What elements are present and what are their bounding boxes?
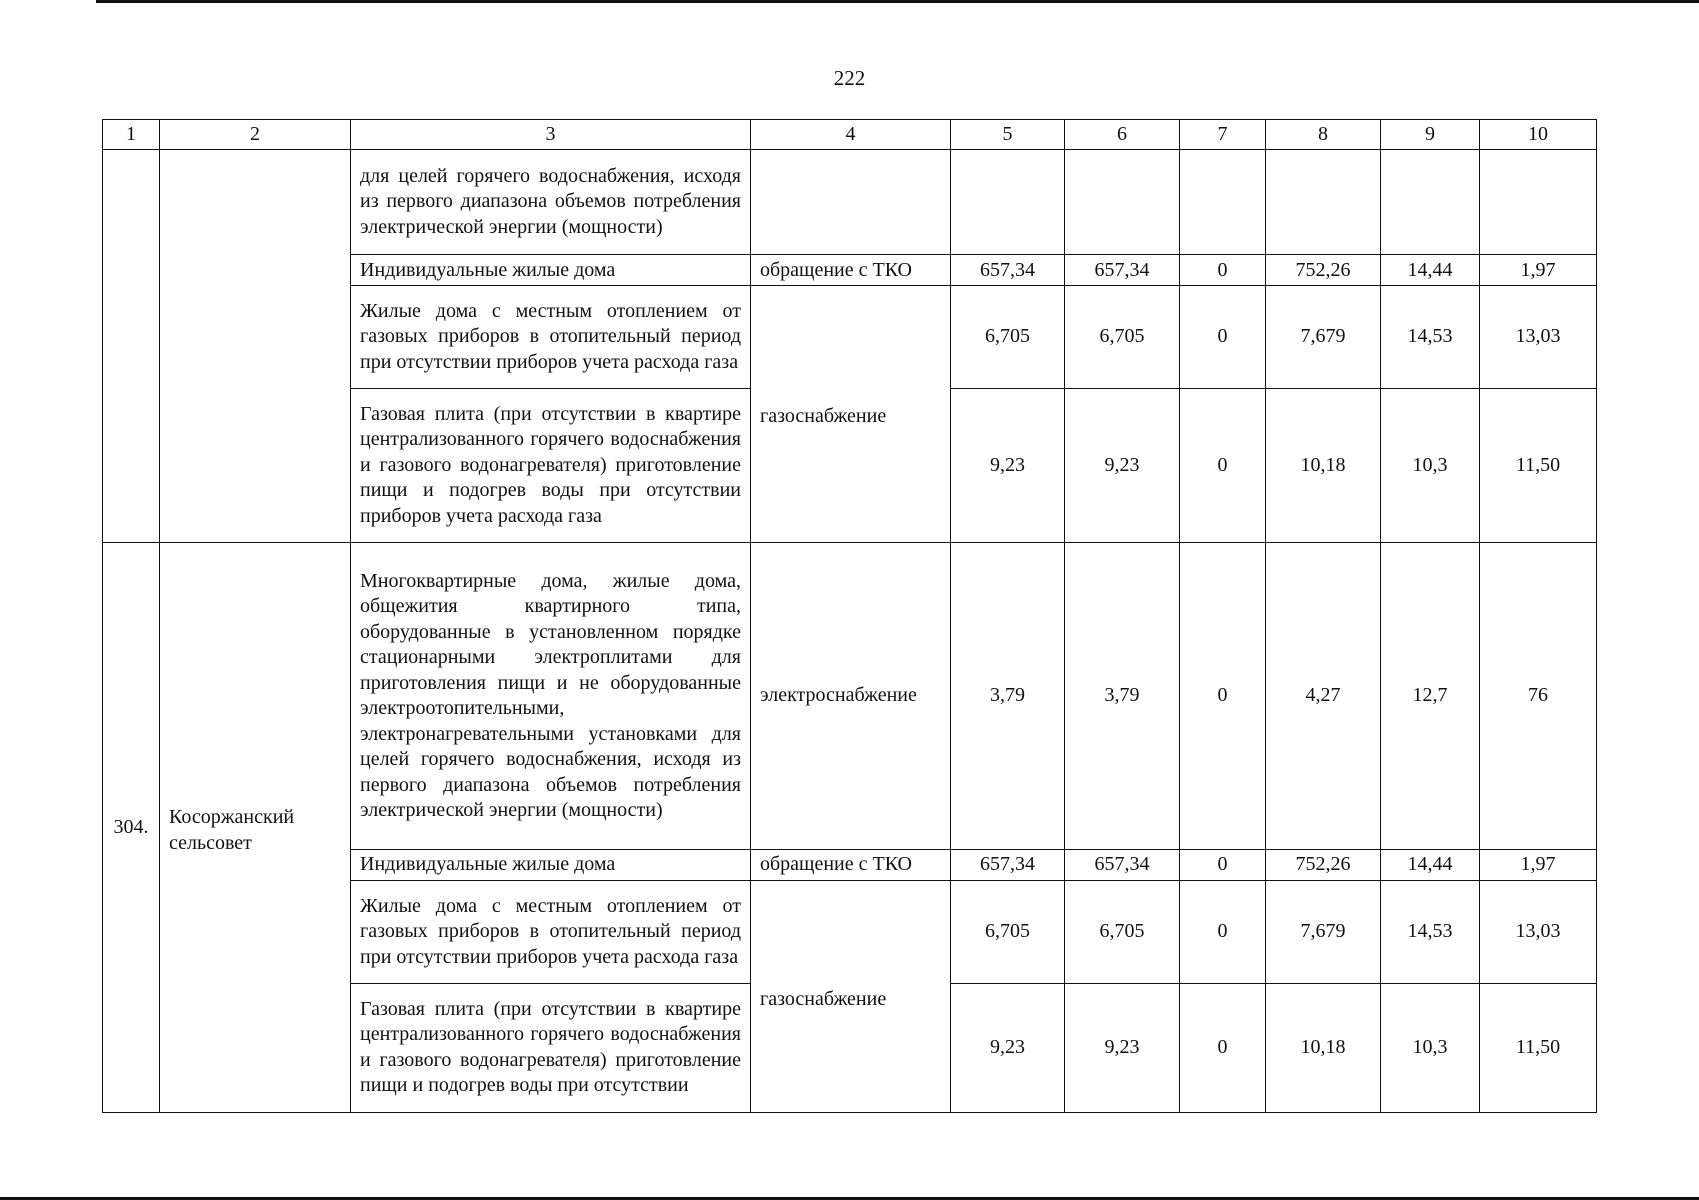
service-cell: обращение с ТКО xyxy=(751,850,951,881)
value-cell: 657,34 xyxy=(951,850,1065,881)
value-cell: 0 xyxy=(1180,286,1266,388)
value-cell: 10,3 xyxy=(1381,388,1480,542)
value-cell: 10,3 xyxy=(1381,983,1480,1112)
value-cell: 10,18 xyxy=(1266,983,1381,1112)
service-cell xyxy=(751,150,951,255)
index-cell: 304. xyxy=(103,543,160,1113)
settlement-cell: Косоржанский сельсовет xyxy=(160,543,351,1113)
value-cell: 14,53 xyxy=(1381,286,1480,388)
value-cell: 6,705 xyxy=(1065,881,1180,983)
value-cell: 14,44 xyxy=(1381,255,1480,286)
value-cell: 9,23 xyxy=(1065,388,1180,542)
value-cell: 10,18 xyxy=(1266,388,1381,542)
description-cell: Многоквартирные дома, жилые дома, общежития квартирного типа, оборудованные в установленном порядке стационарными электроплитами для приготовления пищи и не оборудованные электроотопительными, электронагревательными установками для целей горячего водоснабжения, исходя из первого диапазона объемов потребления электрической энергии (мощности) xyxy=(351,543,751,850)
value-cell xyxy=(1480,150,1597,255)
column-header: 6 xyxy=(1065,120,1180,150)
value-cell: 14,53 xyxy=(1381,881,1480,983)
value-cell: 13,03 xyxy=(1480,881,1597,983)
value-cell: 6,705 xyxy=(951,286,1065,388)
table-row xyxy=(103,150,1597,255)
value-cell: 76 xyxy=(1480,543,1597,850)
description-cell: Газовая плита (при отсутствии в квартире централизованного горячего водоснабжения и газового водонагревателя) приготовление пищи и подогрев воды при отсутствии xyxy=(351,983,751,1112)
value-cell: 657,34 xyxy=(1065,850,1180,881)
value-cell: 0 xyxy=(1180,850,1266,881)
value-cell: 13,03 xyxy=(1480,286,1597,388)
value-cell: 752,26 xyxy=(1266,255,1381,286)
value-cell: 657,34 xyxy=(951,255,1065,286)
description-cell: Индивидуальные жилые дома xyxy=(351,255,751,286)
value-cell: 657,34 xyxy=(1065,255,1180,286)
value-cell: 3,79 xyxy=(1065,543,1180,850)
value-cell: 0 xyxy=(1180,388,1266,542)
value-cell: 0 xyxy=(1180,983,1266,1112)
column-header: 1 xyxy=(103,120,160,150)
header-row xyxy=(103,120,1597,150)
tariff-table xyxy=(102,119,1597,1113)
value-cell: 14,44 xyxy=(1381,850,1480,881)
value-cell: 6,705 xyxy=(951,881,1065,983)
value-cell: 11,50 xyxy=(1480,983,1597,1112)
service-cell: газоснабжение xyxy=(751,881,951,1113)
value-cell: 0 xyxy=(1180,881,1266,983)
column-header: 2 xyxy=(160,120,351,150)
value-cell xyxy=(951,150,1065,255)
value-cell: 12,7 xyxy=(1381,543,1480,850)
description-cell: для целей горячего водоснабжения, исходя из первого диапазона объемов потребления электрической энергии (мощности) xyxy=(351,150,751,255)
value-cell: 6,705 xyxy=(1065,286,1180,388)
value-cell: 9,23 xyxy=(951,983,1065,1112)
value-cell: 9,23 xyxy=(951,388,1065,542)
value-cell: 0 xyxy=(1180,543,1266,850)
column-header: 5 xyxy=(951,120,1065,150)
value-cell: 4,27 xyxy=(1266,543,1381,850)
page-number: 222 xyxy=(833,66,866,90)
column-header: 8 xyxy=(1266,120,1381,150)
value-cell xyxy=(1065,150,1180,255)
index-cell xyxy=(103,150,160,543)
value-cell: 1,97 xyxy=(1480,850,1597,881)
description-cell: Жилые дома с местным отоплением от газовых приборов в отопительный период при отсутствии приборов учета расхода газа xyxy=(351,286,751,388)
top-rule xyxy=(96,0,1699,3)
column-header: 10 xyxy=(1480,120,1597,150)
value-cell: 7,679 xyxy=(1266,881,1381,983)
value-cell xyxy=(1266,150,1381,255)
column-header: 3 xyxy=(351,120,751,150)
service-cell: электроснабжение xyxy=(751,543,951,850)
description-cell: Газовая плита (при отсутствии в квартире централизованного горячего водоснабжения и газового водонагревателя) приготовление пищи и подогрев воды при отсутствии приборов учета расхода газа xyxy=(351,388,751,542)
service-cell: обращение с ТКО xyxy=(751,255,951,286)
service-cell: газоснабжение xyxy=(751,286,951,543)
value-cell: 752,26 xyxy=(1266,850,1381,881)
column-header: 7 xyxy=(1180,120,1266,150)
value-cell xyxy=(1180,150,1266,255)
value-cell: 7,679 xyxy=(1266,286,1381,388)
value-cell: 9,23 xyxy=(1065,983,1180,1112)
value-cell: 1,97 xyxy=(1480,255,1597,286)
column-header: 9 xyxy=(1381,120,1480,150)
description-cell: Индивидуальные жилые дома xyxy=(351,850,751,881)
value-cell: 11,50 xyxy=(1480,388,1597,542)
description-cell: Жилые дома с местным отоплением от газовых приборов в отопительный период при отсутствии приборов учета расхода газа xyxy=(351,881,751,983)
table-row xyxy=(103,543,1597,850)
column-header: 4 xyxy=(751,120,951,150)
value-cell xyxy=(1381,150,1480,255)
value-cell: 3,79 xyxy=(951,543,1065,850)
value-cell: 0 xyxy=(1180,255,1266,286)
settlement-cell xyxy=(160,150,351,543)
